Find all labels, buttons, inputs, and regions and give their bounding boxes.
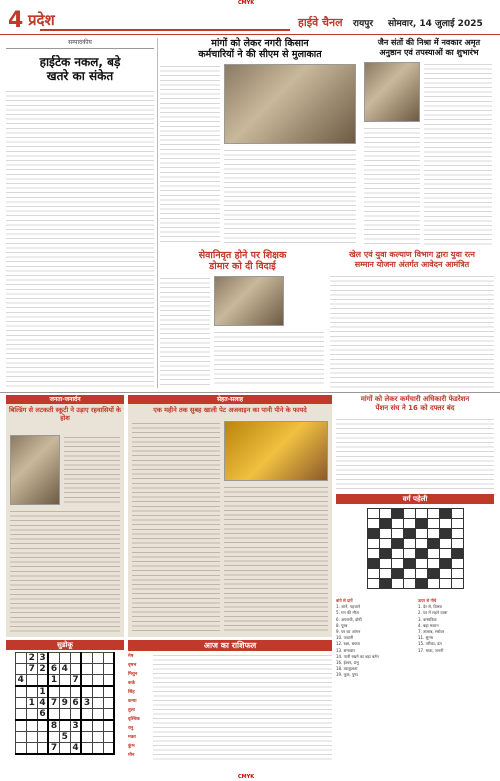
crossword-clue: 14. पानी रखने का बड़ा बर्तन — [336, 653, 379, 659]
sudoku-cell[interactable] — [15, 653, 26, 664]
brand-name: हाईवे चैनल — [298, 16, 343, 29]
header-divider — [0, 34, 500, 35]
crossword-clue: 16. ईश्वर, प्रभु — [336, 660, 359, 666]
sudoku-cell[interactable] — [103, 653, 114, 664]
editorial-column — [6, 38, 154, 388]
horoscope-item — [128, 716, 332, 724]
sudoku-cell[interactable] — [70, 653, 81, 664]
sports-headline: खेल एवं युवा कल्याण विभाग द्वारा युवा रत्न सम्मान योजना अंतर्गत आवेदन आमंत्रित — [349, 250, 475, 269]
sudoku-cell[interactable]: 2 — [37, 664, 48, 675]
horoscope-text — [153, 752, 332, 760]
cmyk-logo-top: CMYK — [238, 0, 255, 6]
health-headline: एक महीने तक सुबह खाली पेट अजवाइन का पानी पीने के फायदे — [153, 406, 307, 414]
crossword-clue: 5. मन की मौज — [336, 610, 359, 616]
sudoku-cell[interactable]: 7 — [26, 664, 37, 675]
sudoku-cell[interactable] — [103, 698, 114, 709]
right-story-photo — [364, 62, 420, 122]
horoscope-item — [128, 752, 332, 760]
sudoku-cell[interactable] — [26, 686, 37, 698]
sudoku-cell[interactable] — [15, 732, 26, 743]
sudoku-cell[interactable]: 7 — [70, 675, 81, 687]
sudoku-cell[interactable] — [26, 743, 37, 755]
masthead — [8, 9, 492, 33]
column-divider — [157, 38, 158, 388]
crossword-clue: 8. पूरब — [336, 622, 348, 628]
sudoku-cell[interactable] — [48, 653, 59, 664]
sports-body — [330, 274, 494, 388]
sudoku-cell[interactable] — [15, 664, 26, 675]
sudoku-cell[interactable] — [37, 675, 48, 687]
editorial-headline: हाईटेक नकल, बड़े खतरे का संकेत — [39, 55, 121, 83]
health-body-2 — [224, 485, 328, 633]
sports-story — [330, 250, 494, 390]
sudoku-cell[interactable] — [70, 732, 81, 743]
sudoku-cell[interactable] — [59, 720, 70, 732]
crossword-clue: 4. बड़ा मकान — [418, 622, 439, 628]
crossword-clue: 10. जवानी — [336, 635, 354, 641]
horoscope-text — [153, 689, 332, 697]
horoscope-sign: कन्या — [128, 699, 137, 704]
sudoku-cell[interactable] — [103, 743, 114, 755]
sudoku-cell[interactable]: 3 — [37, 653, 48, 664]
editorial-label: सम्पादकीय — [6, 38, 154, 49]
horoscope-sign: मीन — [128, 753, 135, 758]
horoscope-sign: मेष — [128, 654, 134, 659]
sudoku-cell[interactable] — [81, 675, 92, 687]
horoscope-text — [153, 698, 332, 706]
sudoku-cell[interactable] — [103, 664, 114, 675]
sudoku-cell[interactable] — [15, 686, 26, 698]
horoscope-text — [153, 734, 332, 742]
page-number: 4 — [8, 8, 24, 33]
horoscope-sign: धनु — [128, 726, 134, 731]
sudoku-cell[interactable] — [92, 664, 103, 675]
top-story-body-2 — [224, 148, 356, 244]
sudoku-cell[interactable]: 6 — [48, 664, 59, 675]
sudoku-cell[interactable] — [48, 686, 59, 698]
sudoku-cell[interactable] — [103, 686, 114, 698]
retirement-headline: सेवानिवृत होने पर शिक्षक डोमार को दी विदाई — [198, 250, 287, 272]
janman-photo — [10, 435, 60, 505]
horoscope-item — [128, 680, 332, 688]
sudoku-cell[interactable] — [15, 698, 26, 709]
sudoku-cell[interactable] — [48, 709, 59, 721]
right-story-body-2 — [364, 126, 420, 246]
sudoku-cell[interactable] — [37, 743, 48, 755]
pension-body — [336, 417, 494, 489]
crossword-clue: 15. तरीका, ढंग — [418, 641, 442, 647]
sudoku-cell[interactable] — [15, 743, 26, 755]
crossword-clue: 1. जानें, पहचाने — [336, 604, 361, 610]
horoscope-item — [128, 671, 332, 679]
sudoku-cell[interactable]: 5 — [59, 732, 70, 743]
sudoku-cell[interactable] — [26, 732, 37, 743]
sudoku-cell[interactable]: 2 — [26, 653, 37, 664]
crossword-clue: 7. तालाब, सरोवर — [418, 629, 445, 635]
health-body — [132, 421, 220, 633]
horoscope-item — [128, 725, 332, 733]
sudoku-cell[interactable]: 6 — [37, 709, 48, 721]
crossword-across — [336, 598, 416, 679]
sudoku-cell[interactable]: 6 — [70, 698, 81, 709]
horoscope-item — [128, 734, 332, 742]
sudoku-cell[interactable] — [59, 743, 70, 755]
janman-box — [6, 395, 124, 637]
horoscope-item — [128, 743, 332, 751]
janman-headline: बिल्डिंग से लटकती स्कूटी ने उड़ाए रहवासियों के होश — [8, 406, 122, 422]
horoscope-sign: तुला — [128, 708, 135, 713]
crossword-clue: 2. घर में लड़ने वाला — [418, 610, 448, 616]
horoscope-item — [128, 662, 332, 670]
sudoku-cell[interactable] — [81, 664, 92, 675]
horoscope-sign: मिथुन — [128, 672, 138, 677]
horoscope-item — [128, 689, 332, 697]
sudoku-cell[interactable] — [59, 709, 70, 721]
editorial-body — [6, 89, 154, 389]
crossword-clue: 17. माता, जननी — [418, 647, 444, 653]
sudoku-cell[interactable]: 7 — [48, 698, 59, 709]
sudoku-cell[interactable] — [103, 720, 114, 732]
horoscope-sign: कुंभ — [128, 744, 135, 749]
crossword-clue: 9. घर का आंगन — [336, 629, 361, 635]
mid-divider — [0, 392, 500, 393]
down-title: ऊपर से नीचे — [418, 598, 437, 603]
sudoku-cell[interactable] — [81, 720, 92, 732]
sudoku-cell[interactable] — [15, 720, 26, 732]
sudoku-cell[interactable] — [81, 743, 92, 755]
horoscope-sign: सिंह — [128, 690, 135, 695]
sudoku-cell[interactable] — [92, 743, 103, 755]
date: सोमवार, 14 जुलाई 2025 — [388, 19, 483, 29]
crossword-clue: 6. अपराधी, दोषी — [336, 616, 362, 622]
sudoku-cell[interactable] — [103, 675, 114, 687]
sudoku-cell[interactable]: 1 — [37, 686, 48, 698]
sudoku-cell[interactable] — [92, 720, 103, 732]
sudoku-cell[interactable] — [103, 732, 114, 743]
sudoku-cell[interactable] — [70, 686, 81, 698]
horoscope-text — [153, 671, 332, 679]
sudoku-cell[interactable]: 8 — [48, 720, 59, 732]
masthead-rule — [40, 29, 290, 31]
horoscope-text — [153, 707, 332, 715]
right-story-headline: जैन संतों की निश्रा में नवकार अमृत अनुष्ठान एवं तपस्याओं का शुभारंभ — [377, 38, 481, 57]
crossword-down — [418, 598, 494, 654]
crossword-section — [336, 494, 494, 776]
sudoku-cell[interactable] — [92, 675, 103, 687]
retirement-story — [160, 250, 325, 390]
sudoku-cell[interactable] — [15, 709, 26, 721]
cmyk-logo-bottom: CMYK — [238, 774, 255, 780]
sudoku-cell[interactable] — [70, 709, 81, 721]
sudoku-cell[interactable] — [81, 653, 92, 664]
horoscope-text — [153, 662, 332, 670]
crossword-clue: 13. समाचार — [336, 647, 355, 653]
janman-label: जनता-जनार्दन — [6, 395, 124, 404]
top-story-headline: मांगों को लेकर नगरी किसान कर्मचारियों ने की सीएम से मुलाकात — [198, 38, 322, 60]
sudoku-cell[interactable]: 3 — [81, 698, 92, 709]
horoscope-sign: वृश्चिक — [128, 717, 140, 722]
sudoku-cell[interactable] — [92, 732, 103, 743]
top-story-body — [160, 64, 220, 244]
sudoku-cell[interactable] — [37, 720, 48, 732]
sudoku-cell[interactable]: 9 — [59, 698, 70, 709]
right-story-body — [424, 62, 492, 246]
horoscope-section — [128, 640, 332, 775]
retirement-body-2 — [214, 330, 324, 386]
section-title: प्रदेश — [28, 11, 55, 29]
sudoku-cell[interactable] — [81, 732, 92, 743]
sudoku-cell[interactable] — [70, 664, 81, 675]
health-photo — [224, 421, 328, 481]
horoscope-text — [153, 725, 332, 733]
sudoku-cell[interactable] — [92, 709, 103, 721]
crossword-clue: 1. देर से, विलंब — [418, 604, 442, 610]
sudoku-cell[interactable] — [92, 698, 103, 709]
sudoku-cell[interactable]: 1 — [48, 675, 59, 687]
sudoku-cell[interactable]: 1 — [26, 698, 37, 709]
sudoku-cell[interactable]: 4 — [70, 743, 81, 755]
horoscope-item — [128, 707, 332, 715]
horoscope-text — [153, 743, 332, 751]
sudoku-cell[interactable] — [48, 732, 59, 743]
city: रायपुर — [353, 19, 374, 29]
top-story — [160, 38, 360, 246]
sudoku-cell[interactable] — [26, 709, 37, 721]
janman-body — [64, 435, 120, 505]
crossword-clue: 19. फूल, पुष्प — [336, 672, 358, 678]
crossword-title: वर्ग पहेली — [336, 494, 494, 504]
health-box — [128, 395, 332, 637]
health-label: सेहत-सलाह — [128, 395, 332, 404]
horoscope-item — [128, 653, 332, 661]
sudoku-cell[interactable]: 4 — [59, 664, 70, 675]
horoscope-text — [153, 716, 332, 724]
crossword-clue: 18. व्याकुलता — [336, 666, 358, 672]
sudoku-cell[interactable] — [92, 653, 103, 664]
sudoku-cell[interactable]: 3 — [70, 720, 81, 732]
sudoku-section — [6, 640, 124, 775]
horoscope-sign: वृषभ — [128, 663, 137, 668]
across-title: बांये से दायें — [336, 598, 353, 603]
sudoku-cell[interactable]: 4 — [15, 675, 26, 687]
sudoku-title: सुडोकू — [6, 640, 124, 650]
horoscope-title: आज का राशिफल — [128, 640, 332, 651]
horoscope-sign: मकर — [128, 735, 136, 740]
sudoku-cell[interactable]: 4 — [37, 698, 48, 709]
pension-story — [336, 395, 494, 491]
sudoku-cell[interactable] — [81, 686, 92, 698]
horoscope-sign: कर्क — [128, 681, 135, 686]
crossword-clue: 12. रक्षा, बचाव — [336, 641, 360, 647]
top-story-photo — [224, 64, 356, 144]
horoscope-text — [153, 653, 332, 661]
retirement-body — [160, 276, 210, 386]
sudoku-cell[interactable] — [59, 653, 70, 664]
horoscope-text — [153, 680, 332, 688]
janman-body-2 — [10, 509, 120, 633]
right-story — [364, 38, 494, 248]
sudoku-cell[interactable] — [81, 709, 92, 721]
sudoku-cell[interactable] — [92, 686, 103, 698]
horoscope-item — [128, 698, 332, 706]
sudoku-cell[interactable] — [37, 732, 48, 743]
sudoku-cell[interactable] — [103, 709, 114, 721]
sudoku-cell[interactable] — [26, 720, 37, 732]
sudoku-cell[interactable] — [59, 686, 70, 698]
sudoku-cell[interactable] — [59, 675, 70, 687]
crossword-grid[interactable] — [367, 508, 464, 589]
pension-headline: मांगों को लेकर कर्मचारी अधिकारी फेडरेशन पेंशन संघ ने 16 को दफ्तर बंद — [360, 395, 470, 412]
crossword-clue: 3. वास्तविक — [418, 616, 437, 622]
sudoku-cell[interactable] — [26, 675, 37, 687]
retirement-photo — [214, 276, 284, 326]
crossword-clue: 11. सुगंध — [418, 635, 434, 641]
sudoku-cell[interactable]: 7 — [48, 743, 59, 755]
sudoku-grid[interactable] — [15, 652, 116, 755]
